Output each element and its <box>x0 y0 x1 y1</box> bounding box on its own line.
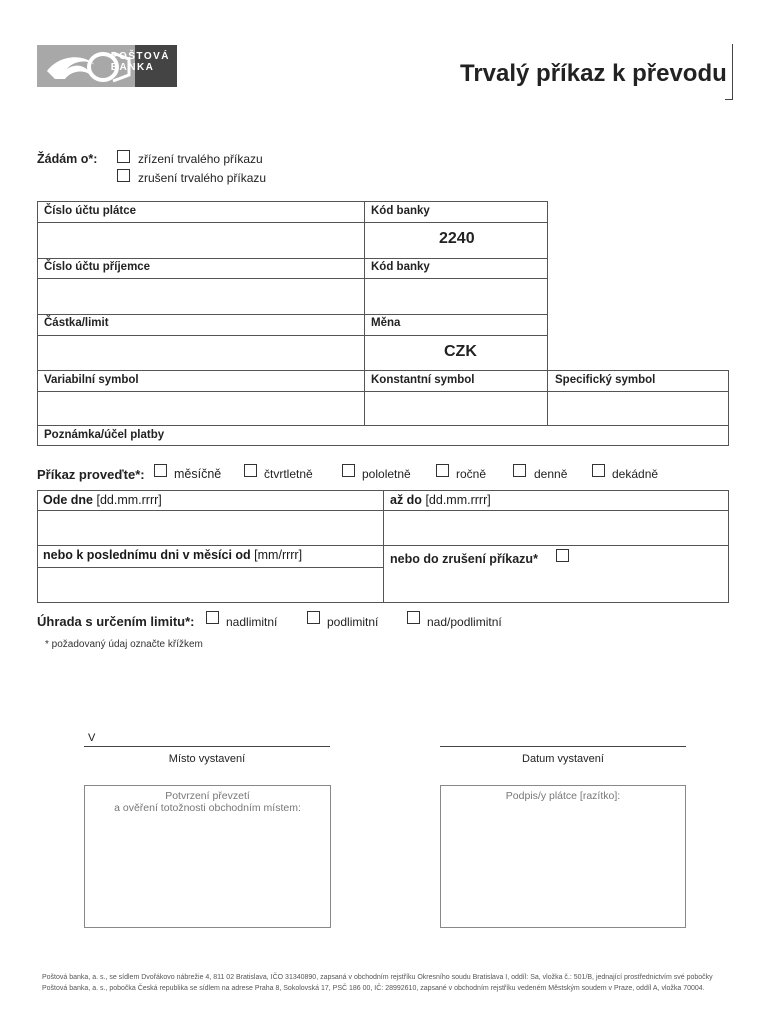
option-semiannual: pololetně <box>362 467 411 481</box>
until-cancel-label: nebo do zrušení příkazu* <box>390 552 538 566</box>
amount-field[interactable] <box>38 336 363 370</box>
option-under-limit: podlimitní <box>327 615 379 629</box>
checkbox-until-cancel[interactable] <box>556 549 569 562</box>
bank-code-value: 2240 <box>439 230 475 247</box>
footnote: * požadovaný údaj označte křížkem <box>45 639 203 650</box>
option-cancel-order: zrušení trvalého příkazu <box>138 171 267 185</box>
payer-account-field[interactable] <box>38 223 363 258</box>
request-label: Žádám o*: <box>37 152 98 166</box>
payee-account-field[interactable] <box>38 279 363 314</box>
limit-label: Úhrada s určením limitu*: <box>37 614 195 629</box>
checkbox-create-order[interactable] <box>117 150 130 163</box>
currency-value: CZK <box>444 343 477 360</box>
to-date-label: až do [dd.mm.rrrr] <box>390 493 491 507</box>
option-over-under-limit: nad/podlimitní <box>427 615 502 629</box>
payer-signature-box[interactable] <box>440 785 686 928</box>
constant-symbol-label: Konstantní symbol <box>371 374 475 386</box>
currency-label: Měna <box>371 317 401 329</box>
checkbox-quarterly[interactable] <box>244 464 257 477</box>
variable-symbol-label: Variabilní symbol <box>44 374 139 386</box>
logo-wordmark: POŠTOVÁ BANKA <box>110 51 170 73</box>
option-decade: dekádně <box>612 467 659 481</box>
note-label: Poznámka/účel platby <box>44 429 165 441</box>
place-prefix: V <box>88 732 96 744</box>
last-day-field[interactable] <box>38 568 382 602</box>
amount-label: Částka/limit <box>44 317 109 329</box>
checkbox-decade[interactable] <box>592 464 605 477</box>
last-day-label: nebo k poslednímu dni v měsíci od [mm/rrrr] <box>43 548 303 562</box>
checkbox-cancel-order[interactable] <box>117 169 130 182</box>
checkbox-under-limit[interactable] <box>307 611 320 624</box>
bank-code-label: Kód banky <box>371 205 430 217</box>
date-label: Datum vystavení <box>522 753 604 765</box>
footer-line-1: Poštová banka, a. s., se sídlem Dvořákovo nábrežie 4, 811 02 Bratislava, IČO 31340890, zapsaná v obchodním rejstříku Okresního soudu Bratislava I, oddíl: Sa, vložka č.: 501/B, jednající prostřednictvím své pobočky <box>42 974 713 981</box>
frequency-label: Příkaz proveďte*: <box>37 467 145 482</box>
place-field[interactable] <box>100 729 328 745</box>
title-rule-tick <box>725 99 733 100</box>
option-monthly: měsíčně <box>174 467 222 481</box>
footer-line-2: Poštová banka, a. s., pobočka Česká republika se sídlem na adrese Praha 8, Sokolovská 17, PSČ 186 00, IČ: 28992610, zapsané v obchodním rejstříku vedeném Městským soudem v Praze, oddíl A, vložka 70004. <box>42 985 705 992</box>
checkbox-over-limit[interactable] <box>206 611 219 624</box>
place-label: Místo vystavení <box>168 753 246 765</box>
option-create-order: zřízení trvalého příkazu <box>138 152 263 166</box>
payee-bank-code-label: Kód banky <box>371 261 430 273</box>
date-field[interactable] <box>440 729 686 745</box>
checkbox-semiannual[interactable] <box>342 464 355 477</box>
option-quarterly: čtvrtletně <box>264 467 313 481</box>
to-date-field[interactable] <box>384 511 728 545</box>
checkbox-over-under-limit[interactable] <box>407 611 420 624</box>
option-over-limit: nadlimitní <box>226 615 278 629</box>
payee-bank-code-field[interactable] <box>365 279 547 314</box>
specific-symbol-field[interactable] <box>548 392 728 425</box>
postova-banka-logo <box>37 45 177 87</box>
specific-symbol-label: Specifický symbol <box>555 374 656 386</box>
option-daily: denně <box>534 467 568 481</box>
payee-account-label: Číslo účtu příjemce <box>44 261 151 273</box>
payer-account-label: Číslo účtu plátce <box>44 205 137 217</box>
checkbox-daily[interactable] <box>513 464 526 477</box>
page-title: Trvalý příkaz k převodu <box>460 60 727 87</box>
checkbox-monthly[interactable] <box>154 464 167 477</box>
variable-symbol-field[interactable] <box>38 392 363 425</box>
from-date-field[interactable] <box>38 511 382 545</box>
payer-signature-label: Podpis/y plátce [razítko]: <box>505 790 621 802</box>
title-rule <box>732 44 733 100</box>
checkbox-annual[interactable] <box>436 464 449 477</box>
from-date-label: Ode dne [dd.mm.rrrr] <box>43 493 162 507</box>
branch-confirmation-label: Potvrzení převzetí a ověření totožnosti obchodním místem: <box>114 790 301 814</box>
constant-symbol-field[interactable] <box>365 392 547 425</box>
option-annual: ročně <box>456 467 487 481</box>
